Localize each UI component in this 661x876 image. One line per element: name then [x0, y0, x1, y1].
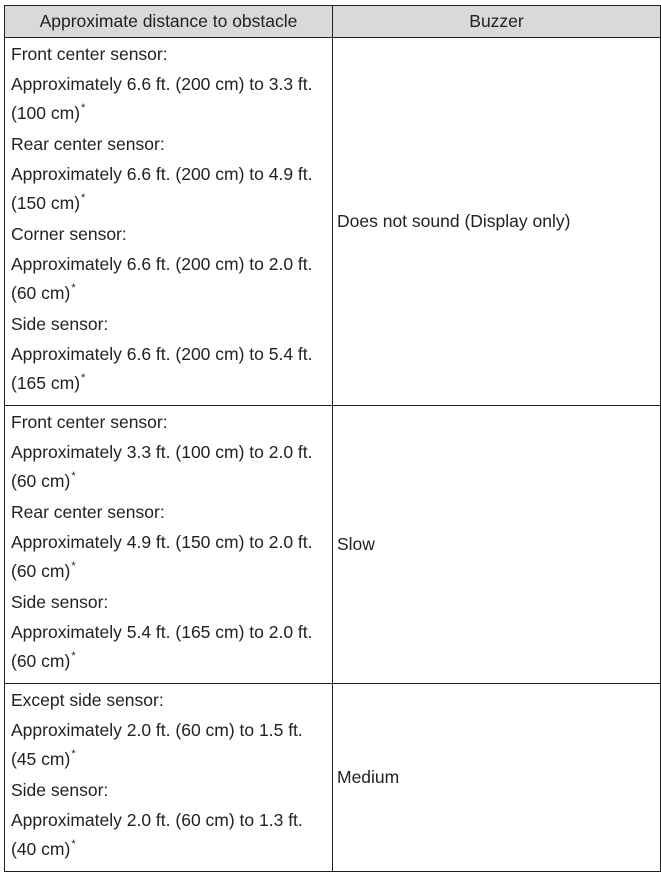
sensor-label: Side sensor: — [11, 780, 109, 800]
distance-range — [11, 250, 328, 308]
footnote-mark: * — [81, 192, 86, 204]
table-row — [5, 406, 661, 684]
table-row — [5, 684, 661, 872]
sensor-label: Side sensor: — [11, 592, 109, 612]
distance-range-text: Approximately 2.0 ft. (60 cm) to 1.5 ft. (45 cm) — [11, 720, 303, 769]
distance-range-text: Approximately 4.9 ft. (150 cm) to 2.0 ft. (60 cm) — [11, 532, 313, 581]
footnote-mark: * — [71, 470, 76, 482]
sensor-label: Corner sensor: — [11, 224, 127, 244]
sensor-label: Front center sensor: — [11, 44, 168, 64]
distance-cell — [5, 406, 333, 684]
sensor-label: Side sensor: — [11, 314, 109, 334]
distance-range-text: Approximately 6.6 ft. (200 cm) to 4.9 ft. (150 cm) — [11, 164, 313, 213]
sensor-label: Rear center sensor: — [11, 134, 165, 154]
buzzer-cell: Does not sound (Display only) — [333, 38, 661, 406]
table-header — [5, 6, 661, 38]
distance-range — [11, 806, 328, 864]
footnote-mark: * — [81, 102, 86, 114]
footnote-mark: * — [71, 748, 76, 760]
distance-range — [11, 160, 328, 218]
distance-range-text: Approximately 6.6 ft. (200 cm) to 2.0 ft. (60 cm) — [11, 254, 313, 303]
distance-range — [11, 70, 328, 128]
sensor-label: Except side sensor: — [11, 690, 164, 710]
distance-range-text: Approximately 2.0 ft. (60 cm) to 1.3 ft. (40 cm) — [11, 810, 303, 859]
distance-range — [11, 340, 328, 398]
distance-range — [11, 716, 328, 774]
sensor-label: Rear center sensor: — [11, 502, 165, 522]
distance-buzzer-table — [4, 5, 661, 872]
header-buzzer: Buzzer — [333, 6, 661, 38]
header-distance: Approximate distance to obstacle — [5, 6, 333, 38]
sensor-label: Front center sensor: — [11, 412, 168, 432]
distance-cell — [5, 38, 333, 406]
distance-cell — [5, 684, 333, 872]
distance-range — [11, 618, 328, 676]
footnote-mark: * — [71, 560, 76, 572]
distance-range — [11, 528, 328, 586]
footnote-mark: * — [81, 372, 86, 384]
distance-range-text: Approximately 5.4 ft. (165 cm) to 2.0 ft. (60 cm) — [11, 622, 313, 671]
table-body — [5, 38, 661, 872]
header-row — [5, 6, 661, 38]
footnote-mark: * — [71, 838, 76, 850]
buzzer-cell: Medium — [333, 684, 661, 872]
footnote-mark: * — [71, 282, 76, 294]
distance-range — [11, 438, 328, 496]
distance-range-text: Approximately 6.6 ft. (200 cm) to 3.3 ft. (100 cm) — [11, 74, 313, 123]
distance-range-text: Approximately 3.3 ft. (100 cm) to 2.0 ft. (60 cm) — [11, 442, 313, 491]
footnote-mark: * — [71, 650, 76, 662]
buzzer-cell: Slow — [333, 406, 661, 684]
distance-range-text: Approximately 6.6 ft. (200 cm) to 5.4 ft. (165 cm) — [11, 344, 313, 393]
table-row — [5, 38, 661, 406]
